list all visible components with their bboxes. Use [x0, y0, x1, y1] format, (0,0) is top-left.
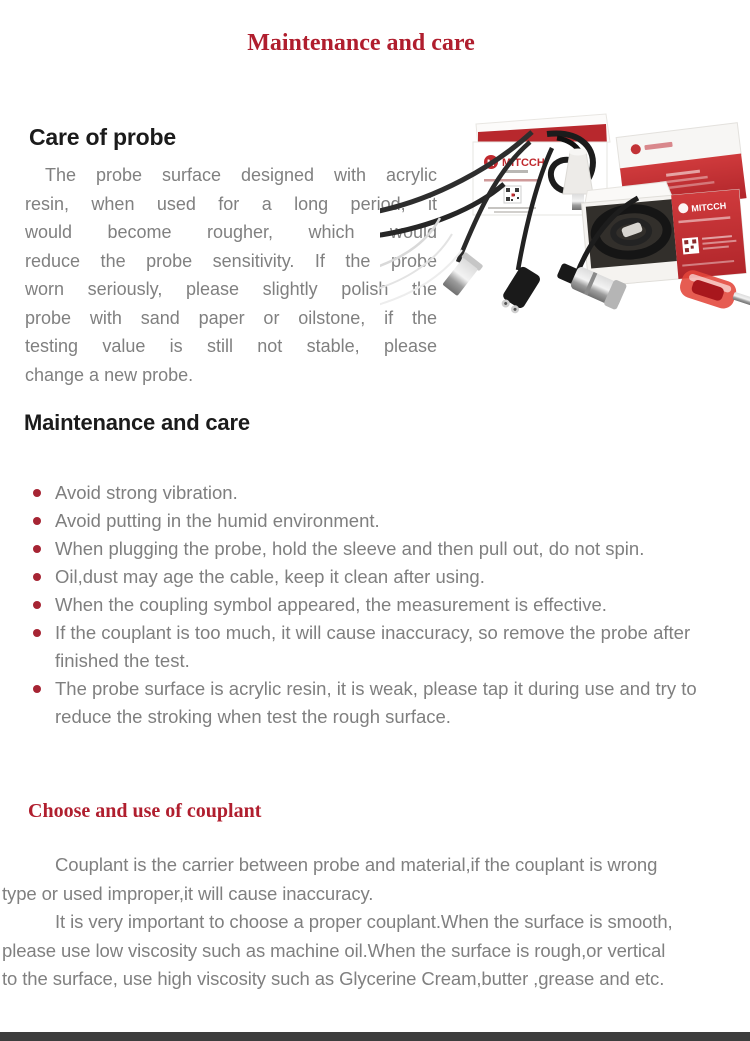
paragraph-line: to the surface, use high viscosity such as Glycerine Cream,butter ,grease and etc. [2, 968, 665, 989]
paragraph-line: change a new probe. [25, 364, 194, 385]
paragraph-line: type or used improper,it will cause inaccuracy. [2, 882, 374, 904]
list-item: If the couplant is too much, it will cause inaccuracy, so remove the probe after finished the test. [33, 619, 730, 675]
bullet-icon [33, 573, 41, 581]
paragraph-line: It is very important to choose a proper couplant.When the surface is smooth, [55, 911, 673, 932]
care-of-probe-paragraph [25, 161, 437, 389]
probe-connector-small [441, 252, 484, 298]
maintenance-heading: Maintenance and care [24, 410, 250, 435]
list-item: Avoid strong vibration. [33, 479, 730, 507]
list-item: Oil,dust may age the cable, keep it clean after using. [33, 563, 730, 591]
couplant-paragraphs [2, 851, 748, 994]
maintenance-bullet-list [33, 479, 730, 731]
paragraph-line: probe with sand paper or oilstone, if the [25, 307, 437, 328]
list-item: Avoid putting in the humid environment. [33, 507, 730, 535]
bullet-icon [33, 517, 41, 525]
paragraph-line: Couplant is the carrier between probe and material,if the couplant is wrong [55, 854, 658, 875]
footer-bar [0, 1032, 750, 1041]
paragraph-line: testing value is still not stable, please [25, 336, 437, 356]
brand-text: MITCCH [502, 157, 545, 169]
paragraph-line: would become rougher, which would [25, 222, 437, 242]
product-photo [380, 100, 750, 335]
bullet-icon [33, 489, 41, 497]
bullet-icon [33, 685, 41, 693]
bullet-icon [33, 545, 41, 553]
care-of-probe-heading: Care of probe [29, 124, 176, 150]
bullet-icon [33, 629, 41, 637]
list-item: The probe surface is acrylic resin, it is weak, please tap it during use and try to reduce the stroking when test the rough surface. [33, 675, 730, 731]
page-title: Maintenance and care [247, 30, 475, 56]
paragraph-line: worn seriously, please slightly polish the [25, 279, 437, 299]
bullet-icon [33, 601, 41, 609]
list-item: When plugging the probe, hold the sleeve and then pull out, do not spin. [33, 535, 730, 563]
paragraph-line: The probe surface designed with acrylic [45, 165, 437, 185]
brand-text: MITCCH [690, 200, 727, 214]
logo-m-icon: M [487, 158, 495, 168]
product-box-open [580, 175, 746, 286]
paragraph-line: reduce the probe sensitivity. If the probe [25, 250, 437, 271]
list-item: When the coupling symbol appeared, the measurement is effective. [33, 591, 730, 619]
couplant-heading: Choose and use of couplant [28, 800, 262, 822]
paragraph-line: please use low viscosity such as machine oil.When the surface is rough,or vertical [2, 939, 666, 961]
paragraph-line: resin, when used for a long period, it [25, 193, 437, 214]
probe-connector-dual-pin [498, 265, 542, 316]
